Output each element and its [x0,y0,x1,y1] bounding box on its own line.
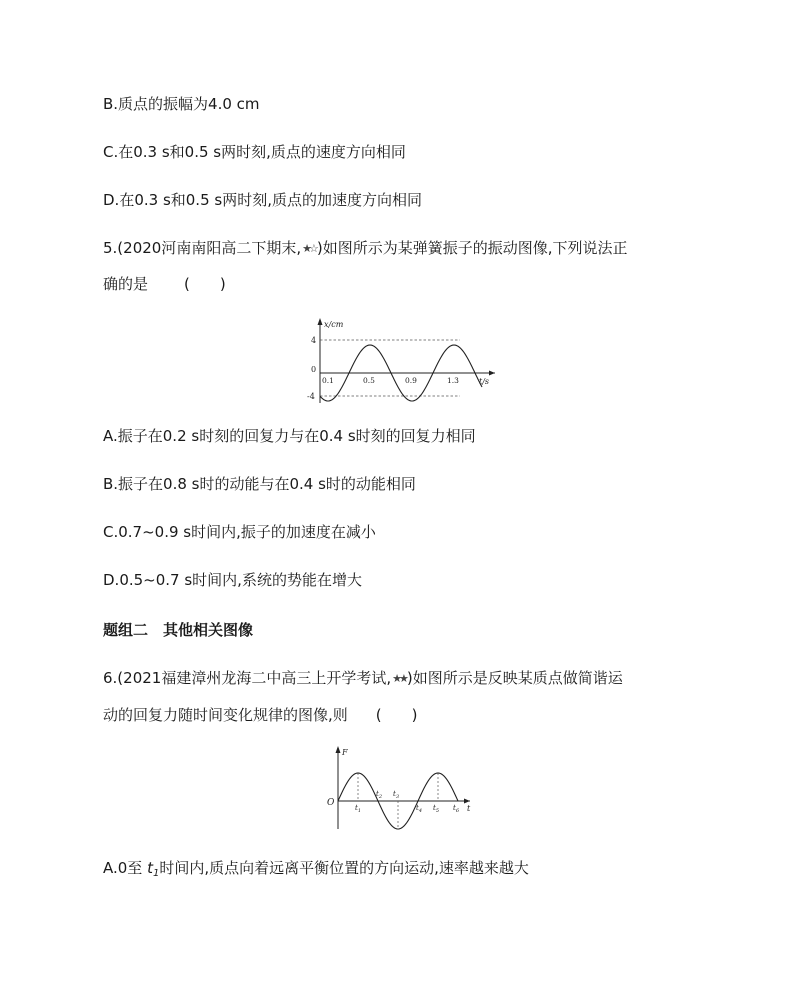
q5-ytick-min: -4 [307,392,315,401]
q6-force-graph [320,743,480,833]
q6-stem-line1 [103,668,623,689]
q5-stem-prefix: 5.(2020河南南阳高二下期末, [103,239,302,257]
q6-y-axis-label: F [342,748,348,757]
q6-x-axis-label: t [467,804,471,813]
q6-t2-label: $t_2$ [376,790,383,800]
q5-option-a: A.振子在0.2 s时刻的回复力与在0.4 s时刻的回复力相同 [103,427,476,445]
q6-option-a-sub: 1 [152,868,160,879]
q5-stem-end: 确的是 [103,275,149,293]
q5-xtick-0-5: 0.5 [363,376,375,385]
q6-answer-paren: ( ) [375,706,418,724]
q5-x-axis-label: t/s [479,377,490,386]
q5-ytick-max: 4 [311,336,317,345]
q6-stem-line2 [103,705,418,725]
q6-origin: O [327,798,335,808]
q4-option-d: D.在0.3 s和0.5 s两时刻,质点的加速度方向相同 [103,191,422,209]
q6-stem-suffix: )如图所示是反映某质点做简谐运 [406,669,623,687]
q6-option-a-var: t [147,859,153,877]
q5-t-axis-arrow-icon [489,371,495,376]
q5-option-d: D.0.5~0.7 s时间内,系统的势能在增大 [103,571,362,589]
q6-t-labels [355,790,460,814]
q6-t-axis-arrow-icon [464,799,470,804]
q6-option-a [103,858,529,884]
q6-t1-label: $t_1$ [355,804,362,814]
q4-option-b: B.质点的振幅为4.0 cm [103,95,260,113]
difficulty-stars-icon: ★☆ [302,242,316,255]
q6-t3-label: $t_3$ [393,790,400,800]
q5-xtick-0-9: 0.9 [405,376,417,385]
q5-option-c: C.0.7~0.9 s时间内,振子的加速度在减小 [103,523,376,541]
q6-t4-label: $t_4$ [416,804,423,814]
q5-option-b: B.振子在0.8 s时的动能与在0.4 s时的动能相同 [103,475,416,493]
q5-stem-suffix: )如图所示为某弹簧振子的振动图像,下列说法正 [316,239,628,257]
q6-stem-prefix: 6.(2021福建漳州龙海二中高三上开学考试, [103,669,392,687]
q5-y-axis-label: x/cm [324,320,344,329]
q5-answer-paren: ( ) [184,275,226,293]
q6-option-a-prefix: A.0至 [103,859,148,877]
q6-stem-end: 动的回复力随时间变化规律的图像,则 [103,706,348,724]
q6-t6-label: $t_6$ [453,804,460,814]
q5-vibration-graph [300,315,500,405]
q6-option-a-suffix: 时间内,质点向着远离平衡位置的方向运动,速率越来越大 [159,859,529,877]
q4-option-c: C.在0.3 s和0.5 s两时刻,质点的速度方向相同 [103,143,406,161]
section-heading: 题组二 其他相关图像 [103,621,254,639]
difficulty-stars-icon: ★★ [392,672,406,685]
q6-f-axis-arrow-icon [336,746,341,753]
q5-stem-line1 [103,238,627,259]
q6-t5-label: $t_5$ [433,804,440,814]
q5-xtick-1-3: 1.3 [447,376,459,385]
q5-x-axis-arrow-icon [318,318,323,325]
q5-xtick-0-1: 0.1 [322,376,334,385]
q5-origin: 0 [311,365,317,374]
q5-stem-line2 [103,274,226,294]
